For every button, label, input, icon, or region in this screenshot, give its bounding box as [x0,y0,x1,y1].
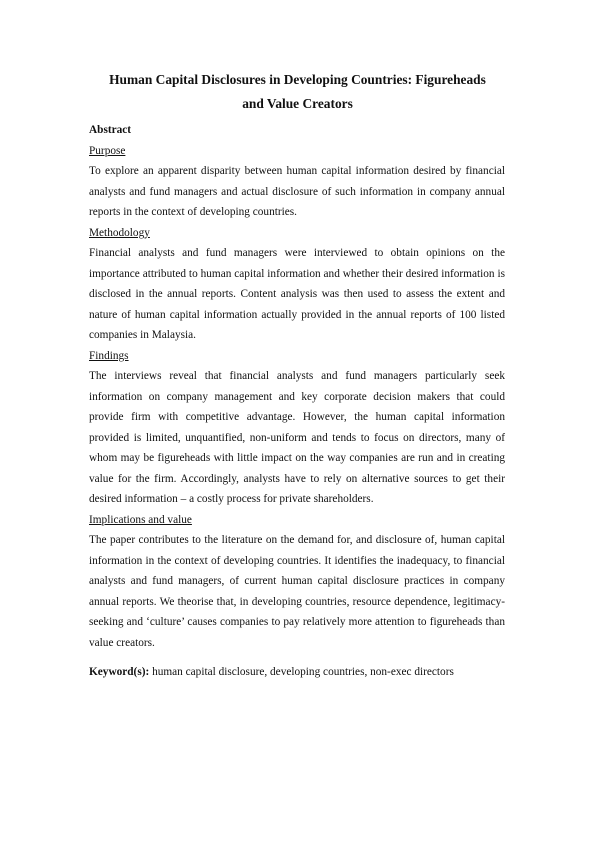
section-heading-methodology: Methodology [89,226,150,239]
section-text-purpose: To explore an apparent disparity between human capital information desired by financial analysts and fund managers and actual disclosure of such information in company annual reports in the context of developing countries. [89,165,505,218]
keywords-label: Keyword(s): [89,666,150,678]
section-text-methodology: Financial analysts and fund managers were interviewed to obtain opinions on the importance attributed to human capital information and whether their desired information is disclosed in the annual reports. Content analysis was then used to assess the extent and nature of human capital information actually provided in the annual reports of 100 listed companies in Malaysia. [89,247,505,341]
abstract-body [89,120,505,683]
section-heading-implications: Implications and value [89,513,192,526]
section-heading-findings: Findings [89,349,129,362]
spacer [89,653,505,662]
abstract-heading: Abstract [89,124,132,136]
section-text-findings: The interviews reveal that financial analysts and fund managers particularly seek information on company management and key corporate decision makers that could provide firm with competitive advantage. However, the human capital information provided is limited, unquantified, non-uniform and tends to focus on directors, many of whom may be figureheads with little impact on the way companies are run and in creating value for the firm. Accordingly, analysts have to rely on alternative sources to get their desired information – a costly process for private shareholders. [89,370,505,505]
paper-title-line-2: and Value Creators [242,96,353,111]
paper-title [60,68,535,116]
section-heading-purpose: Purpose [89,144,126,157]
keywords-text: human capital disclosure, developing countries, non-exec directors [149,666,454,678]
keywords-line [89,662,505,683]
section-text-implications: The paper contributes to the literature on the demand for, and disclosure of, human capital information in the context of developing countries. It identifies the inadequacy, to financial analysts and fund managers, of current human capital disclosure practices in company annual reports. We theorise that, in developing countries, resource dependence, legitimacy-seeking and ‘culture’ causes companies to pay relatively more attention to figureheads than value creators. [89,534,505,649]
paper-title-line-1: Human Capital Disclosures in Developing Countries: Figureheads [109,72,486,87]
